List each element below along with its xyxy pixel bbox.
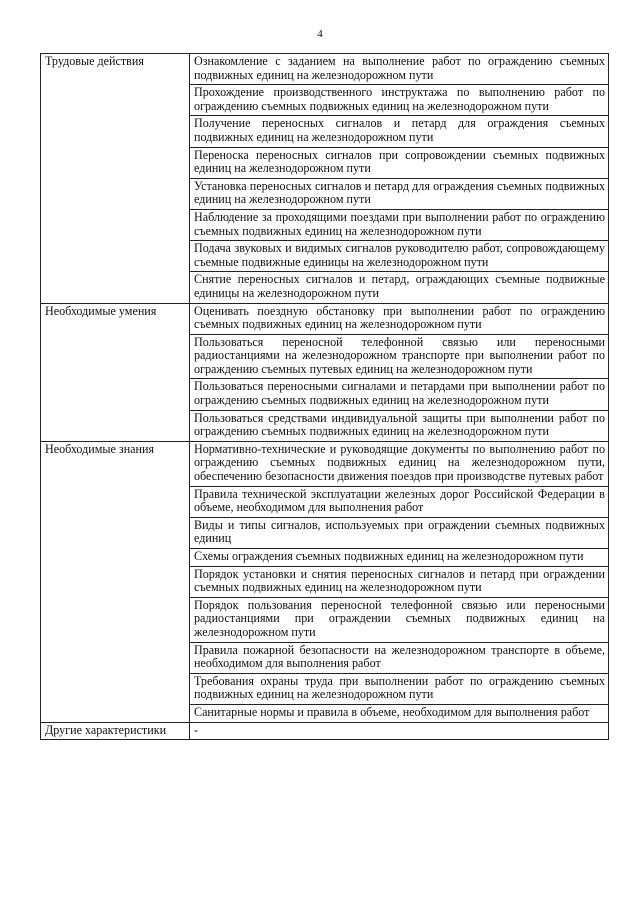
section-item: Подача звуковых и видимых сигналов руководителю работ, сопровождающему съемные подвижные единицы на железнодорожном пути [190, 241, 609, 272]
section-item: Правила технической эксплуатации железных дорог Российской Федерации в объеме, необходимом для выполнения работ [190, 486, 609, 517]
table-row [41, 54, 609, 85]
section-label-labor-actions: Трудовые действия [41, 54, 190, 304]
page-number: 4 [317, 28, 323, 40]
section-item: Оценивать поездную обстановку при выполнении работ по ограждению съемных подвижных единиц на железнодорожном пути [190, 303, 609, 334]
section-label-required-skills: Необходимые умения [41, 303, 190, 441]
section-item: Снятие переносных сигналов и петард, ограждающих съемные подвижные единицы на железнодорожном пути [190, 272, 609, 303]
section-item: Пользоваться переносной телефонной связью или переносными радиостанциями на железнодорожном транспорте при выполнении работ по ограждению съемных путевых единиц на железнодорожном пути [190, 334, 609, 379]
section-item: Виды и типы сигналов, используемых при ограждении съемных подвижных единиц [190, 517, 609, 548]
section-item: Схемы ограждения съемных подвижных единиц на железнодорожном пути [190, 549, 609, 567]
section-item: Наблюдение за проходящими поездами при выполнении работ по ограждению съемных подвижных единиц на железнодорожном пути [190, 209, 609, 240]
section-item: Нормативно-технические и руководящие документы по выполнению работ по ограждению съемных подвижных единиц на железнодорожном пути, обеспечению безопасности движения поездов при производстве путевых работ [190, 441, 609, 486]
section-item: Ознакомление с заданием на выполнение работ по ограждению съемных подвижных единиц на железнодорожном пути [190, 54, 609, 85]
table-row [41, 303, 609, 334]
section-item: Требования охраны труда при выполнении работ по ограждению съемных подвижных единиц на железнодорожном пути [190, 673, 609, 704]
characteristics-table-body [41, 54, 609, 740]
section-item: Порядок установки и снятия переносных сигналов и петард при ограждении съемных подвижных единиц на железнодорожном пути [190, 566, 609, 597]
section-item: Пользоваться средствами индивидуальной защиты при выполнении работ по ограждению съемных подвижных единиц на железнодорожном пути [190, 410, 609, 441]
section-item: Получение переносных сигналов и петард для ограждения съемных подвижных единиц на железнодорожном пути [190, 116, 609, 147]
section-item: Санитарные нормы и правила в объеме, необходимом для выполнения работ [190, 704, 609, 722]
section-item: Пользоваться переносными сигналами и петардами при выполнении работ по ограждению съемных подвижных единиц на железнодорожном пути [190, 379, 609, 410]
section-label-required-knowledge: Необходимые знания [41, 441, 190, 722]
section-item: Установка переносных сигналов и петард для ограждения съемных подвижных единиц на железнодорожном пути [190, 178, 609, 209]
section-item: Прохождение производственного инструктажа по выполнению работ по ограждению съемных подвижных единиц на железнодорожном пути [190, 85, 609, 116]
table-row [41, 722, 609, 740]
section-item: Правила пожарной безопасности на железнодорожном транспорте в объеме, необходимом для выполнения работ [190, 642, 609, 673]
section-item: - [190, 722, 609, 740]
table-row [41, 441, 609, 486]
characteristics-table [40, 53, 609, 740]
section-item: Порядок пользования переносной телефонной связью или переносными радиостанциями при ограждении съемных подвижных единиц на железнодорожном пути [190, 597, 609, 642]
section-label-other-characteristics: Другие характеристики [41, 722, 190, 740]
section-item: Переноска переносных сигналов при сопровождении съемных подвижных единиц на железнодорожном пути [190, 147, 609, 178]
